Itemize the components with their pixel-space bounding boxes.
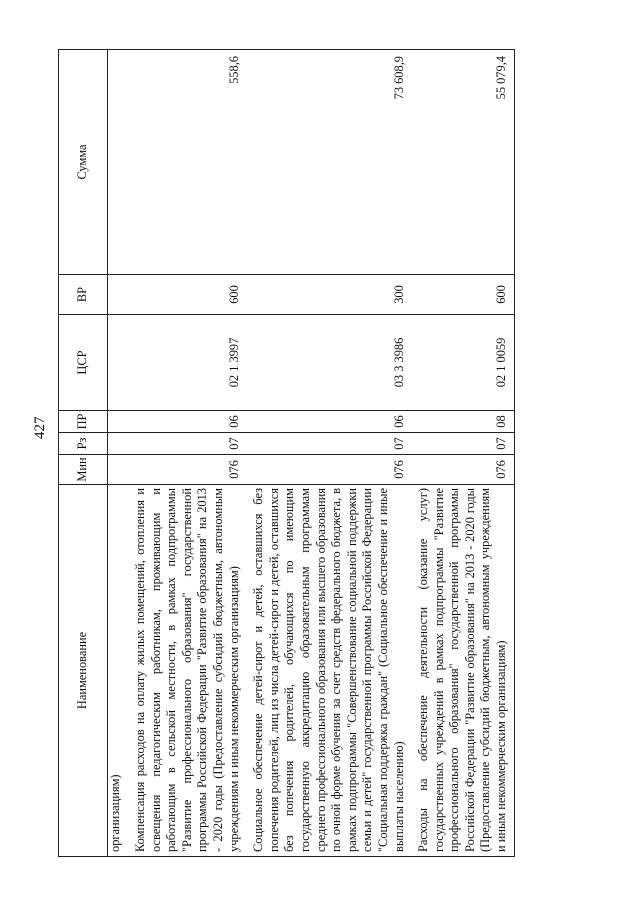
row-rz: 07 (246, 433, 411, 455)
row-pr: 08 (411, 411, 514, 433)
row-pr: 06 (128, 411, 246, 433)
table-row (128, 50, 246, 857)
header-min: Мин (59, 455, 108, 485)
header-vr: ВР (59, 275, 108, 315)
table-row (246, 50, 411, 857)
row-vr: 300 (246, 275, 411, 315)
row-name: Расходы на обеспечение деятельности (оказание услуг) государственных учреждений в рамках подпрограммы "Развитие профессионального образования" государственной программы Российской Федерации "Развитие образования" на 2013 - 2020 годы (Предоставление субсидий бюджетным, автономным учреждениям и иным некоммерческим организациям) (411, 485, 514, 857)
header-rz: Рз (59, 433, 108, 455)
row-sum: 73 608,9 (246, 50, 411, 275)
row-sum: 558,6 (128, 50, 246, 275)
row-rz: 07 (411, 433, 514, 455)
row-vr: 600 (411, 275, 514, 315)
table-row-continuation (108, 50, 129, 857)
budget-table (58, 49, 515, 857)
header-csr: ЦСР (59, 315, 108, 411)
header-pr: ПР (59, 411, 108, 433)
row-min: 076 (411, 455, 514, 485)
row-csr: 02 1 0059 (411, 315, 514, 411)
table-row (411, 50, 514, 857)
row-min: 076 (128, 455, 246, 485)
header-sum: Сумма (59, 50, 108, 275)
row-pr: 06 (246, 411, 411, 433)
table-header-row (59, 50, 108, 857)
row-sum: 55 079,4 (411, 50, 514, 275)
header-name: Наименование (59, 485, 108, 857)
continuation-text: организациям) (108, 485, 129, 857)
row-name: Компенсация расходов на оплату жилых помещений, отопления и освещения педагогическим работникам, проживающим и работающим в сельской местности, в рамках подпрограммы "Развитие профессионального образования" государственной программы Российской Федерации "Развитие образования" на 2013 - 2020 годы (Предоставление субсидий бюджетным, автономным учреждениям и иным некоммерческим организациям) (128, 485, 246, 857)
page-number: 427 (32, 416, 48, 439)
row-csr: 02 1 3997 (128, 315, 246, 411)
row-csr: 03 3 3986 (246, 315, 411, 411)
row-name: Социальное обеспечение детей-сирот и детей, оставшихся без попечения родителей, лиц из числа детей-сирот и детей, оставшихся без попечения родителей, обучающихся по имеющим государственную аккредитацию образовательным программам среднего профессионального образования или высшего образования по очной форме обучения за счет средств федерального бюджета, в рамках подпрограммы "Совершенствование социальной поддержки семьи и детей" государственной программы Российской Федерации "Социальная поддержка граждан" (Социальное обеспечение и иные выплаты населению) (246, 485, 411, 857)
row-min: 076 (246, 455, 411, 485)
row-vr: 600 (128, 275, 246, 315)
row-rz: 07 (128, 433, 246, 455)
